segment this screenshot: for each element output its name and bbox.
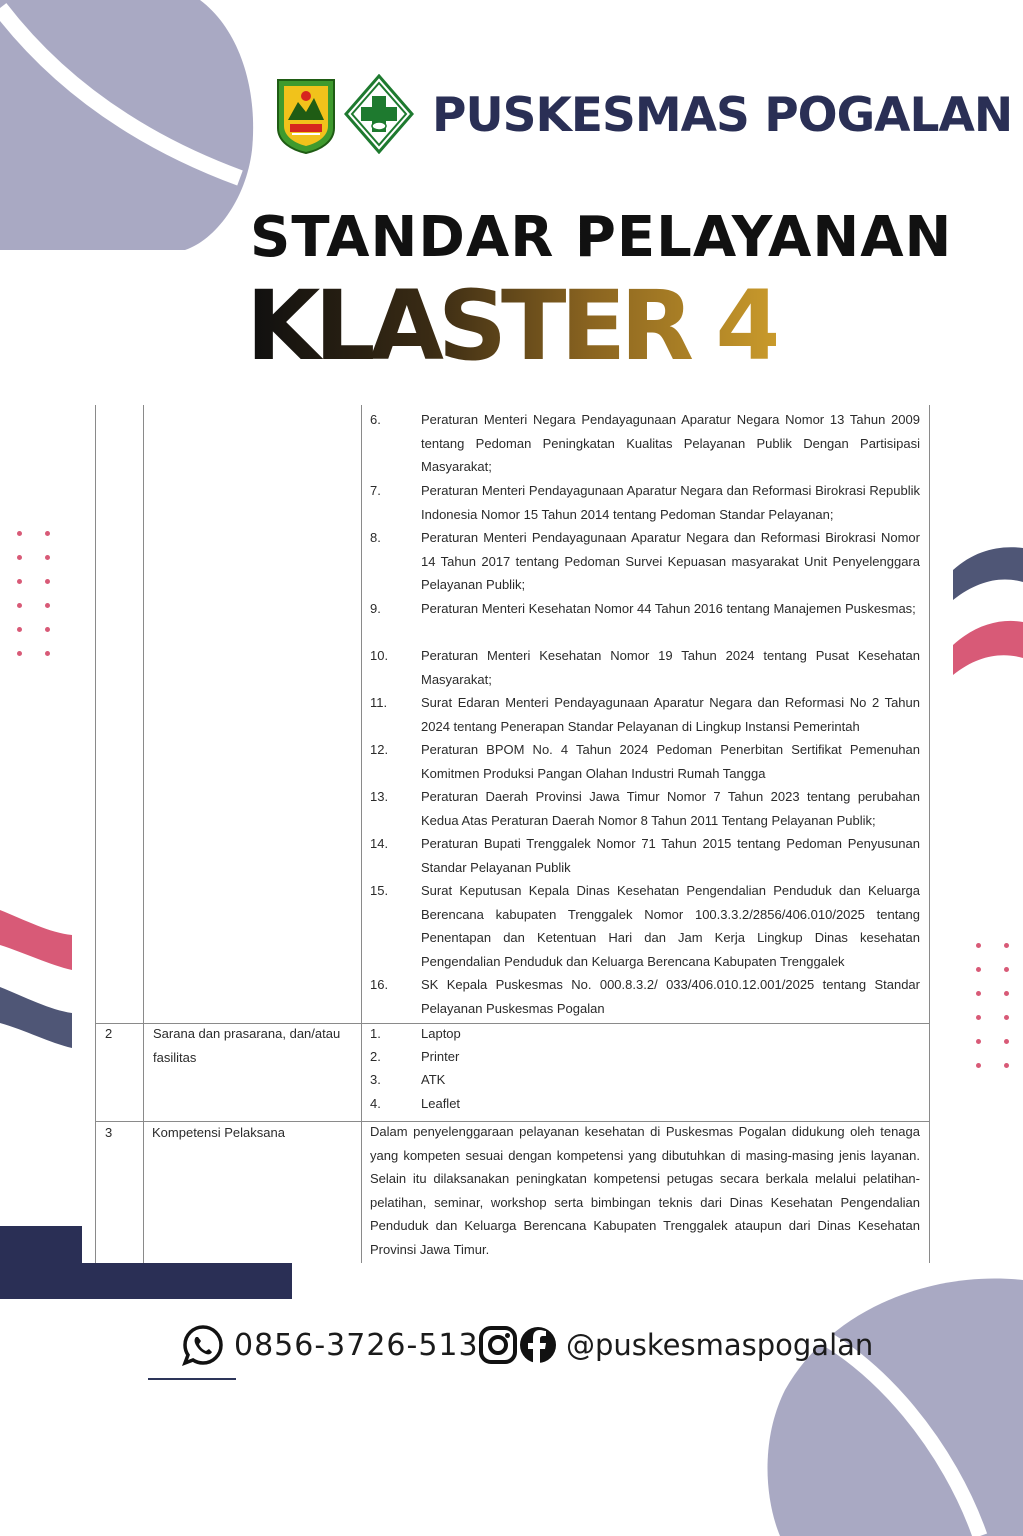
list-item: 6. Peraturan Menteri Negara Pendayagunaan Aparatur Negara Nomor 13 Tahun 2009 tentang Pedoman Peningkatan Kualitas Pelayanan Publik Dengan Partisipasi Masyarakat; — [370, 412, 920, 474]
decor-dots-left — [17, 531, 51, 656]
instagram-icon — [478, 1324, 518, 1366]
list-item: 7. Peraturan Menteri Pendayagunaan Aparatur Negara dan Reformasi Birokrasi Republik Indonesia Nomor 15 Tahun 2014 tentang Pedoman Standar Pelayanan; — [370, 483, 920, 522]
brand-name: PUSKESMAS POGALAN — [432, 88, 1013, 143]
decor-right-waves — [950, 530, 1023, 675]
row-number: 2 — [105, 1026, 113, 1041]
table-border-left — [95, 405, 96, 1263]
row-description: Dalam penyelenggaraan pelayanan kesehatan di Puskesmas Pogalan didukung oleh tenaga yang kompeten sesuai dengan kompetensi yang dibutuhkan di masing-masing jenis layanan. Selain itu dilaksanakan peningkatan kompetensi petugas secara berkala melalui pelatihan-pelatihan, seminar, workshop serta bimbingan teknis dari Dinas Kesehatan Pengendalian Penduduk dan Keluarga Berencana Kabupaten Trenggalek ataupun dari Dinas Kesehatan Provinsi Jawa Timur. — [370, 1124, 920, 1257]
decor-left-waves — [0, 905, 75, 1050]
row-component: Kompetensi Pelaksana — [152, 1125, 285, 1140]
header — [272, 74, 1013, 156]
list-item: 9. Peraturan Menteri Kesehatan Nomor 44 Tahun 2016 tentang Manajemen Puskesmas; — [370, 601, 916, 616]
table-border-right — [929, 405, 930, 1263]
list-item: 15. Surat Keputusan Kepala Dinas Kesehatan Pengendalian Penduduk dan Keluarga Berencana kabupaten Trenggalek Nomor 100.3.3.2/2856/406.010/2025 tentang Penentapan dan Ketentuan Hari dan Jam Kerja Lingkup Dinas kesehatan Pengendalian Penduduk dan Keluarga Berencana Kabupaten Trenggalek — [370, 883, 920, 969]
footer-divider — [148, 1378, 236, 1380]
list-item: 10. Peraturan Menteri Kesehatan Nomor 19 Tahun 2024 tentang Pusat Kesehatan Masyarakat; — [370, 648, 920, 687]
list-item: 12. Peraturan BPOM No. 4 Tahun 2024 Pedoman Penerbitan Sertifikat Pemenuhan Komitmen Produksi Pangan Olahan Industri Rumah Tangga — [370, 742, 920, 781]
table-border-col1 — [143, 405, 144, 1263]
row-number: 3 — [105, 1125, 113, 1140]
regency-emblem-icon — [274, 76, 338, 154]
facebook-icon — [518, 1324, 558, 1366]
list-item: 3. ATK — [370, 1072, 446, 1087]
list-item: 2. Printer — [370, 1049, 460, 1064]
page-title: STANDAR PELAYANAN — [250, 205, 953, 270]
list-item: 16. SK Kepala Puskesmas No. 000.8.3.2/ 033/406.010.12.001/2025 tentang Standar Pelayanan Puskesmas Pogalan — [370, 977, 920, 1016]
page-subtitle: KLASTER 4 — [246, 270, 777, 382]
list-item: 11. Surat Edaran Menteri Pendayagunaan Aparatur Negara dan Reformasi No 2 Tahun 2024 tentang Penerapan Standar Pelayanan di Lingkup Instansi Pemerintah — [370, 695, 920, 734]
list-item: 1. Laptop — [370, 1026, 461, 1041]
footer-contact — [182, 1324, 882, 1368]
decor-top-left-shape — [0, 0, 270, 250]
social-handle: @puskesmaspogalan — [566, 1328, 874, 1362]
decor-dots-right — [976, 943, 1010, 1068]
row-component: Sarana dan prasarana, dan/atau fasilitas — [153, 1026, 341, 1065]
decor-bottom-right-shape — [760, 1270, 1023, 1536]
service-standard-table — [95, 405, 930, 1263]
list-item: 14. Peraturan Bupati Trenggalek Nomor 71 Tahun 2015 tentang Pedoman Penyusunan Standar Pelayanan Publik — [370, 836, 920, 875]
table-border-col2 — [361, 405, 362, 1263]
phone-number: 0856-3726-513 — [234, 1328, 479, 1363]
list-item: 13. Peraturan Daerah Provinsi Jawa Timur Nomor 7 Tahun 2023 tentang perubahan Kedua Atas Peraturan Daerah Nomor 8 Tahun 2011 Tentang Pelayanan Publik; — [370, 789, 920, 828]
puskesmas-cross-icon — [344, 74, 414, 154]
list-item: 8. Peraturan Menteri Pendayagunaan Aparatur Negara dan Reformasi Birokrasi Nomor 14 Tahun 2017 tentang Pedoman Survei Kepuasan masyarakat Unit Penyelenggara Pelayanan Publik; — [370, 530, 920, 592]
whatsapp-icon — [182, 1324, 224, 1366]
list-item: 4. Leaflet — [370, 1096, 461, 1111]
